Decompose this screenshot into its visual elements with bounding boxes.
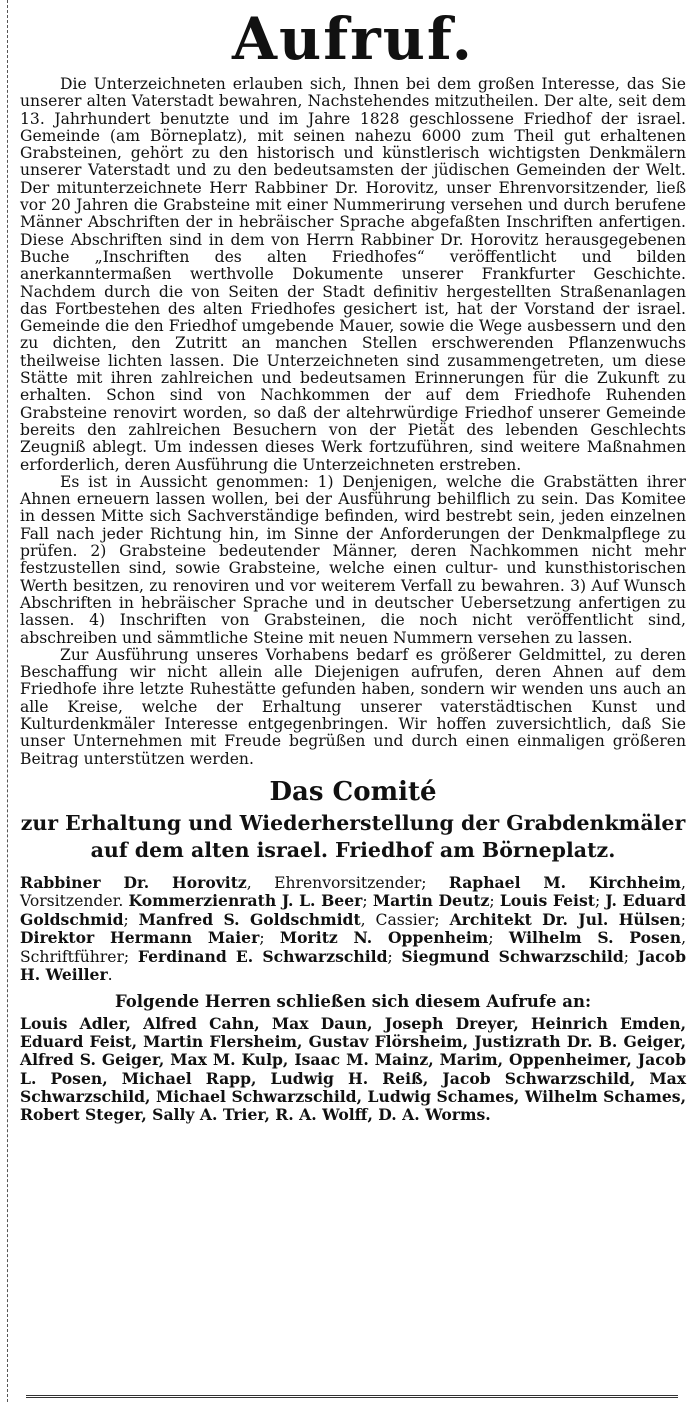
article-title: Aufruf.: [232, 5, 474, 73]
paragraph-plans: Es ist in Aussicht genommen: 1) Denjenigen, welche die Grabstätten ihrer Ahnen erneuern lassen wollen, bei der Ausführung behilflich zu sein. Das Komitee in dessen Mitte sich Sachverständige befinden, wird bestrebt sein, jeden einzelnen Fall nach jeder Richtung hin, im Sinne der Anforderungen der Denkmalpflege zu prüfen. 2) Grabsteine bedeutender Männer, deren Nachkommen nicht mehr festzustellen sind, sowie Grabsteine, welche einen cultur- und kunsthistorischen Werth besitzen, zu renoviren und vor weiterem Verfall zu bewahren. 3) Auf Wunsch Abschriften in hebräischer Sprache und in deutscher Uebersetzung anfertigen zu lassen. 4) Inschriften von Grabsteinen, die noch nicht veröffentlicht sind, abschreiben und sämmtliche Steine mit neuen Nummern versehen zu lassen.: [20, 472, 686, 647]
paragraph-intro: Die Unterzeichneten erlauben sich, Ihnen bei dem großen Interesse, das Sie unserer alten Vaterstadt bewahren, Nachstehendes mitzutheilen. Der alte, seit dem 13. Jahrhundert benutzte und im Jahre 1828 geschlossene Friedhof der israel. Gemeinde (am Börneplatz), mit seinen nahezu 6000 zum Theil gut erhaltenen Grabsteinen, gehört zu den historisch und künstlerisch wichtigsten Denkmälern unserer Vaterstadt und zu den bedeutsamsten der jüdischen Gemeinden der Welt. Der mitunterzeichnete Herr Rabbiner Dr. Horovitz, unser Ehrenvorsitzender, ließ vor 20 Jahren die Grabsteine mit einer Nummerirung versehen und durch berufene Männer Abschriften der in hebräischer Sprache abgefaßten Inschriften anfertigen. Diese Abschriften sind in dem von Herrn Rabbiner Dr. Horovitz herausgegebenen Buche „Inschriften des alten Friedhofes“ veröffentlicht und bilden anerkanntermaßen werthvolle Dokumente unserer Frankfurter Geschichte. Nachdem durch die von Seiten der Stadt definitiv hergestellten Straßenanlagen das Fortbestehen des alten Friedhofes gesichert ist, hat der Vorstand der israel. Gemeinde die den Friedhof umgebende Mauer, sowie die Wege ausbessern und den zu dichten, den Zutritt an manchen Stellen erschwerenden Pflanzenwuchs theilweise lichten lassen. Die Unterzeichneten sind zusammengetreten, um diese Stätte mit ihren zahlreichen und bedeutsamen Erinnerungen für die Zukunft zu erhalten. Schon sind von Nachkommen der auf dem Friedhofe Ruhenden Grabsteine renovirt worden, so daß der altehrwürdige Friedhof unserer Gemeinde bereits den zahlreichen Besuchern von der Pietät des lebenden Geschlechts Zeugniß ablegt. Um indessen dieses Werk fortzuführen, sind weitere Maßnahmen erforderlich, deren Ausführung die Unterzeichneten erstreben.: [20, 75, 686, 474]
member-entry: Siegmund Schwarzschild;: [401, 946, 638, 966]
supporters-heading: Folgende Herren schließen sich diesem Aufrufe an:: [114, 991, 592, 1011]
member-entry: Moritz N. Oppenheim;: [279, 928, 509, 948]
member-entry: Direktor Hermann Maier;: [20, 928, 280, 948]
member-entry: Wilhelm S. Posen, Schriftführer;: [20, 928, 687, 966]
member-entry: Jacob H. Weiller.: [20, 946, 686, 985]
committee-members: [20, 874, 686, 985]
member-entry: Manfred S. Goldschmidt, Cassier;: [138, 909, 450, 929]
member-entry: J. Eduard Goldschmid;: [20, 891, 686, 929]
member-entry: Kommerzienrath J. L. Beer;: [128, 891, 373, 911]
committee-heading: Das Comité: [269, 776, 437, 807]
member-entry: Rabbiner Dr. Horovitz, Ehrenvorsitzender;: [20, 872, 449, 892]
supporters-list: Louis Adler, Alfred Cahn, Max Daun, Joseph Dreyer, Heinrich Emden, Eduard Feist, Martin Flersheim, Gustav Flörsheim, Justizrath Dr. B. Geiger, Alfred S. Geiger, Max M. Kulp, Isaac M. Mainz, Marim, Oppenheimer, Jacob L. Posen, Michael Rapp, Ludwig H. Reiß, Jacob Schwarzschild, Max Schwarzschild, Michael Schwarzschild, Ludwig Schames, Wilhelm Schames, Robert Steger, Sally A. Trier, R. A. Wolff, D. A. Worms.: [20, 1013, 686, 1125]
member-entry: Raphael M. Kirchheim, Vorsitzender.: [20, 872, 686, 911]
column-divider: [7, 0, 8, 1402]
member-entry: Martin Deutz;: [372, 891, 500, 911]
member-entry: Ferdinand E. Schwarzschild;: [137, 946, 402, 966]
bottom-divider: [26, 1395, 678, 1398]
committee-subheading: zur Erhaltung und Wiederherstellung der Grabdenkmäler auf dem alten israel. Friedhof am Börneplatz.: [20, 810, 686, 862]
member-entry: Louis Feist;: [499, 891, 606, 911]
paragraph-appeal: Zur Ausführung unseres Vorhabens bedarf es größerer Geldmittel, zu deren Beschaffung wir nicht allein alle Diejenigen aufrufen, deren Ahnen auf dem Friedhofe ihre letzte Ruhestätte gefunden haben, sondern wir wenden uns auch an alle Kreise, welche der Erhaltung unserer vaterstädtischen Kunst und Kulturdenkmäler Interesse entgegenbringen. Wir hoffen zuversichtlich, daß Sie unser Unternehmen mit Freude begrüßen und durch einen einmaligen größeren Beitrag unterstützen werden.: [20, 645, 686, 768]
member-entry: Architekt Dr. Jul. Hülsen;: [449, 909, 686, 929]
